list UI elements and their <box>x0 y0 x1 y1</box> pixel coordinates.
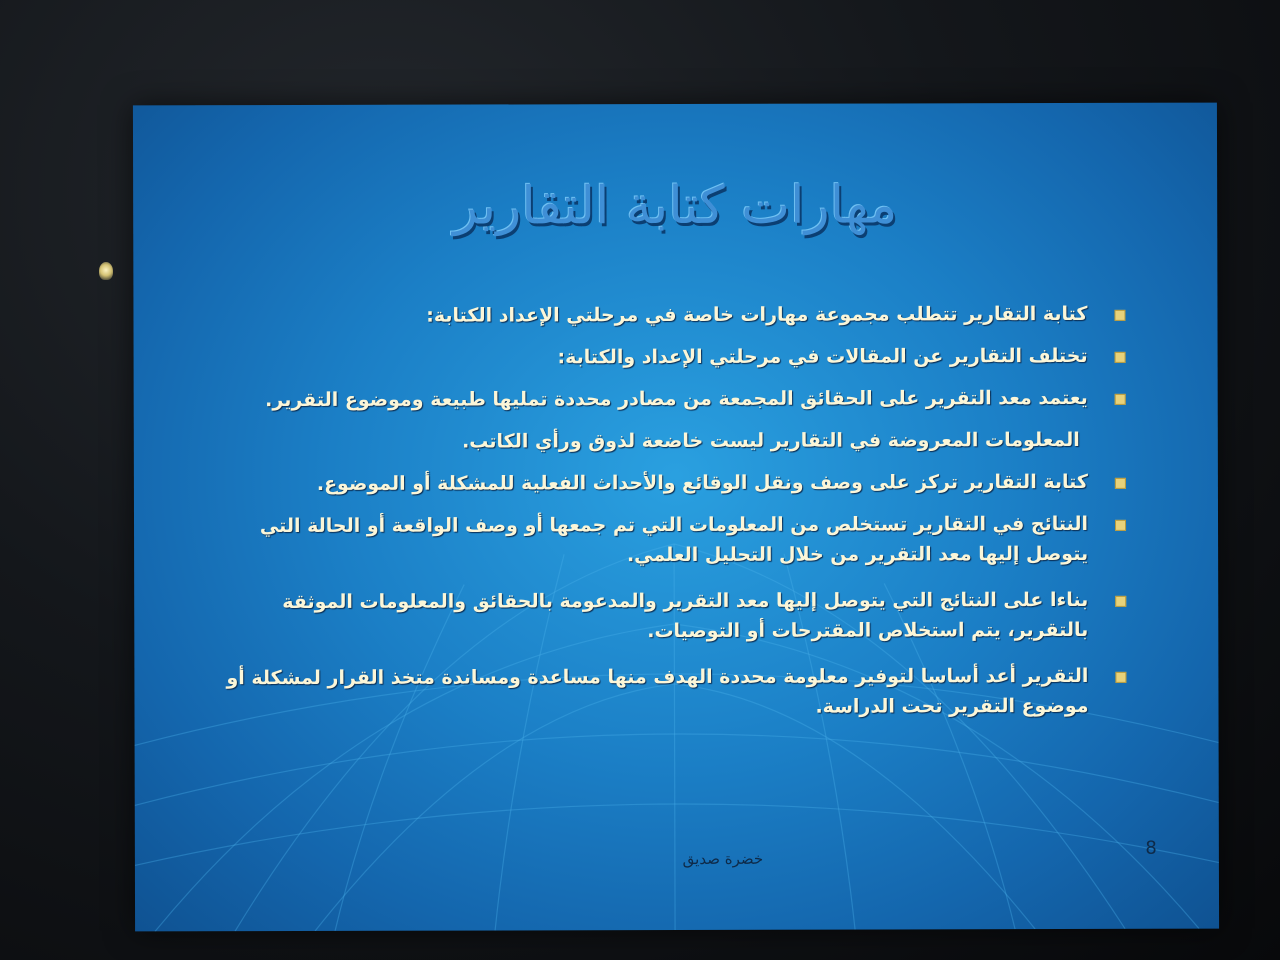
bullet-item <box>196 383 1126 415</box>
square-bullet-icon <box>1115 672 1126 683</box>
square-bullet-icon <box>1115 478 1126 489</box>
bullet-item <box>196 467 1126 499</box>
bullet-item <box>196 661 1126 723</box>
bullet-item <box>196 585 1126 647</box>
bullet-text: كتابة التقارير تركز على وصف ونقل الوقائع والأحداث الفعلية للمشكلة أو الموضوع. <box>316 470 1088 495</box>
bullet-text: كتابة التقارير تتطلب مجموعة مهارات خاصة في مرحلتي الإعداد الكتابة: <box>426 302 1088 327</box>
bullet-text: يعتمد معد التقرير على الحقائق المجمعة من مصادر محددة تمليها طبيعة وموضوع التقرير. <box>265 386 1088 412</box>
projected-slide <box>133 103 1219 932</box>
slide-title: مهارات كتابة التقارير <box>452 175 898 237</box>
bullet-item <box>195 299 1125 331</box>
bullet-text: التقرير أعد أساسا لتوفير معلومة محددة الهدف منها مساعدة ومساندة متخذ القرار لمشكلة أو موضوع التقرير تحت الدراسة. <box>226 664 1089 718</box>
bullet-item <box>196 425 1126 457</box>
ambient-light-spot <box>99 262 113 280</box>
square-bullet-icon <box>1115 596 1126 607</box>
bullet-text: النتائج في التقارير تستخلص من المعلومات التي تم جمعها أو وصف الواقعة أو الحالة التي يتوصل إليها معد التقرير من خلال التحليل العلمي. <box>259 512 1089 567</box>
bullet-text: تختلف التقارير عن المقالات في مرحلتي الإعداد والكتابة: <box>557 344 1088 369</box>
bullet-text: بناءا على النتائج التي يتوصل إليها معد التقرير والمدعومة بالحقائق والمعلومات الموثقة بالتقرير، يتم استخلاص المقترحات أو التوصيات. <box>282 588 1089 643</box>
square-bullet-icon <box>1115 352 1126 363</box>
square-bullet-icon <box>1115 394 1126 405</box>
bullet-text: المعلومات المعروضة في التقارير ليست خاضعة لذوق ورأي الكاتب. <box>462 428 1080 453</box>
square-bullet-icon <box>1114 310 1125 321</box>
bullet-item <box>196 509 1126 571</box>
bullet-item <box>196 341 1126 373</box>
bullet-list <box>195 299 1126 739</box>
footer-author: خضرة صديق <box>682 849 764 868</box>
slide-page-number: 8 <box>1145 837 1157 859</box>
square-bullet-icon <box>1115 520 1126 531</box>
